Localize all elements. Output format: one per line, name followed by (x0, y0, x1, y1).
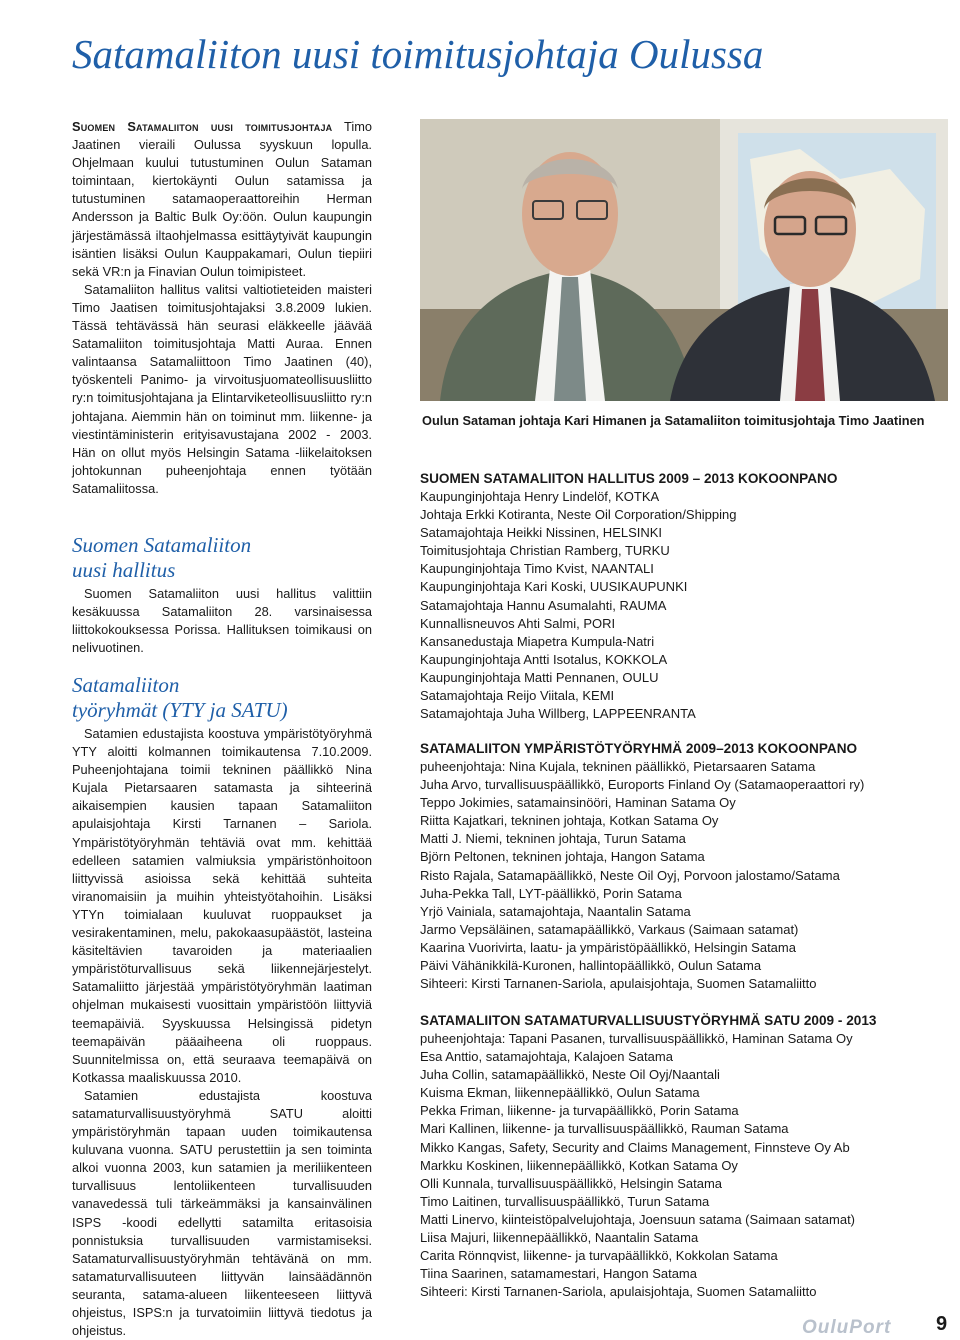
intro-lead: Suomen Satamaliiton uusi toimitusjohtaja (72, 119, 333, 134)
list-item: Mari Kallinen, liikenne- ja turvallisuuspäällikkö, Rauman Satama (420, 1121, 789, 1137)
list-item: Päivi Vähänikkilä-Kuronen, hallintopäällikkö, Oulun Satama (420, 958, 762, 974)
intro-paragraph-2: Satamaliiton hallitus valitsi valtiotieteiden maisteri Timo Jaatisen toimitusjohtajaksi 3.8.2009 lukien. Tässä tehtävässä hän seurasi eläkkeelle jäävää Satamaliiton toimitusjohtaja Matti Auraa. Ennen valintaansa Satamaliittoon Timo Jaatinen (40), työskenteli Panimo- ja virvoitusjuomateollisuusliitto ry:n toimitusjohtajana ja Elintarviketeollisuusliitto ry:n johtajana. Aiemmin hän on toiminut mm. liikenne- ja viestintäministerin erityisavustajana 2002 - 2003. Hän on ollut myös Helsingin Satama -liikelaitoksen johtokunnan puheenjohtaja ennen työtään Satamaliitossa. (72, 281, 372, 496)
list-item: Juha-Pekka Tall, LYT-päällikkö, Porin Satama (420, 885, 682, 901)
list-item: Tiina Saarinen, satamamestari, Hangon Satama (420, 1266, 697, 1282)
list-item: Björn Peltonen, tekninen johtaja, Hangon Satama (420, 849, 705, 865)
section-hallitus (72, 533, 372, 657)
list-item: Kaupunginjohtaja Timo Kvist, NAANTALI (420, 561, 654, 577)
satu-list (420, 1012, 960, 1301)
ouluport-logo: OuluPort (802, 1317, 892, 1338)
satu-members (420, 1030, 960, 1301)
list-item: Olli Kunnala, turvallisuuspäällikkö, Helsingin Satama (420, 1175, 723, 1191)
list-item: Kaarina Vuorivirta, laatu- ja ympäristöpäällikkö, Helsingin Satama (420, 939, 796, 955)
list-item: Kaupunginjohtaja Antti Isotalus, KOKKOLA (420, 651, 668, 667)
list-item: Satamajohtaja Juha Willberg, LAPPEENRANTA (420, 706, 696, 722)
list-item: Kaupunginjohtaja Matti Pennanen, OULU (420, 669, 659, 685)
list-item: Liisa Majuri, liikennepäällikkö, Naantalin Satama (420, 1230, 699, 1246)
intro-text-1: Timo Jaatinen vieraili Oulussa syyskuun lopulla. Ohjelmaan kuului tutustuminen Oulun Sataman toimintaan, kiertokäynti Oulun satamissa ja tutustuminen satamaoperaattoreihin Herman Andersson ja Baltic Bulk Oy:öön. Oulun kaupungin järjestämässä iltaohjelmassa esittäytyivät kaupungin isäntien lisäksi Oulun Kauppakamari, Oulun tiepiiri sekä VR:n ja Finavian Oulun toimipisteet. (72, 119, 373, 279)
yty-members (420, 758, 960, 993)
section-tyoryhmat-heading-line1: Satamaliiton (72, 673, 180, 697)
list-item: Markku Koskinen, liikennepäällikkö, Kotkan Satama Oy (420, 1157, 738, 1173)
list-item: Kuisma Ekman, liikennepäällikkö, Oulun Satama (420, 1085, 700, 1101)
section-hallitus-heading-line1: Suomen Satamaliiton (72, 533, 252, 557)
list-item: Kaupunginjohtaja Henry Lindelöf, KOTKA (420, 489, 660, 504)
yty-list (420, 740, 960, 993)
list-item: Esa Anttio, satamajohtaja, Kalajoen Satama (420, 1049, 673, 1065)
list-item: Carita Rönnqvist, liikenne- ja turvapäällikkö, Kokkolan Satama (420, 1248, 778, 1264)
portrait-photo (420, 119, 948, 401)
yty-list-heading: SATAMALIITON YMPÄRISTÖTYÖRYHMÄ 2009–2013 KOKOONPANO (420, 741, 858, 756)
list-item: Pekka Friman, liikenne- ja turvapäällikkö, Porin Satama (420, 1103, 739, 1119)
list-item: Teppo Jokimies, satamainsinööri, Haminan Satama Oy (420, 795, 736, 811)
list-item: Matti Linervo, kiinteistöpalvelujohtaja, Joensuun satama (Saimaan satamat) (420, 1211, 856, 1227)
list-item: Matti J. Niemi, tekninen johtaja, Turun Satama (420, 831, 686, 847)
section-tyoryhmat-paragraph-1: Satamien edustajista koostuva ympäristötyöryhmä YTY aloitti kolmannen toimikautensa 7.10.2009. Puheenjohtajana toimii tekninen päällikkö Nina Kujala Pietarsaaren satamasta ja sihteerinä aikaisempien kausien tapaan Satamaliiton apulaisjohtaja Kirsti Tarnanen – Sariola. Ympäristötyöryhmän tehtäviä ovat mm. kehittää edelleen satamien valmiuksia ympäristönhoitoon liittyvissä asioissa sekä kehittää suhteita viranomaisiin ja muihin yhteistyötahoihin. Lisäksi YTYn toimialaan kuuluvat ruoppaukset ja vesirakentaminen, melu, pakokaasupäästöt, lasteina käsiteltävien tavaroiden ja materiaalien ympäristöturvallisuus sekä liikennejärjestelyt. Satamaliitto järjestää ympäristötyöryhmän laatiman ohjelman mukaisesti vuosittain ympäristöön liittyviä teemapäiviä. Syyskuussa Helsingissä pidetyn teemapäivän pääaiheena oli ruoppaus. Suunnitelmissa on, että seuraava teemapäivä on Kotkassa maaliskuussa 2010. (72, 726, 372, 1085)
section-hallitus-heading (72, 533, 372, 583)
list-item: Yrjö Vainiala, satamajohtaja, Naantalin Satama (420, 903, 691, 919)
section-hallitus-heading-line2: uusi hallitus (72, 558, 176, 582)
section-tyoryhmat-paragraph-2: Satamien edustajista koostuva satamaturvallisuustyöryhmä SATU aloitti ympäristöryhmän tapaan uuden toimikautensa kuluvana vuonna. SATU perustettiin ja sen toiminta alkoi vuonna 2003, kun satamien ja meriliikenteen turvallisuus lentoliikenteen turvallisuuden vanavedessä tuli tärkeämmäksi ja kansainvälinen ISPS -koodi edellytti satamilta eritasoisia ponnistuksia turvallisuuden varmistamiseksi. Satamaturvallisuustyöryhmän tehtävänä on mm. satamaturvallisuuteen liittyvän lainsäädännön seuranta, satama-alueen liikenteeseen liittyvä ohjeistus, ISPS:n ja turvatoimiin liittyvä tiedotus ja ohjeistus. (72, 1087, 372, 1339)
page-number: 9 (936, 1313, 948, 1335)
list-item: Sihteeri: Kirsti Tarnanen-Sariola, apulaisjohtaja, Suomen Satamaliitto (420, 1284, 817, 1300)
section-tyoryhmat-heading-line2: työryhmät (YTY ja SATU) (72, 698, 288, 722)
list-item: Risto Rajala, Satamapäällikkö, Neste Oil Oyj, Porvoon jalostamo/Satama (420, 867, 840, 883)
hallitus-list (420, 470, 960, 723)
intro-paragraph-1 (72, 118, 372, 281)
list-item: Jarmo Vepsäläinen, satamapäällikkö, Varkaus (Saimaan satamat) (420, 921, 799, 937)
page-title: Satamaliiton uusi toimitusjohtaja Oulussa (72, 31, 764, 77)
hallitus-list-heading: SUOMEN SATAMALIITON HALLITUS 2009 – 2013 KOKOONPANO (420, 471, 838, 486)
section-tyoryhmat-heading (72, 673, 372, 723)
list-item: Kunnallisneuvos Ahti Salmi, PORI (420, 615, 616, 631)
portrait-photo-illustration (420, 119, 948, 401)
photo-caption: Oulun Sataman johtaja Kari Himanen ja Satamaliiton toimitusjohtaja Timo Jaatinen (422, 413, 925, 428)
section-hallitus-text: Suomen Satamaliiton uusi hallitus valittiin kesäkuussa Satamaliiton 28. varsinaisessa liittokokouksessa Porissa. Hallituksen toimikausi on nelivuotinen. (72, 586, 372, 656)
list-item: puheenjohtaja: Nina Kujala, tekninen päällikkö, Pietarsaaren Satama (420, 759, 816, 774)
list-item: Riitta Kajatkari, tekninen johtaja, Kotkan Satama Oy (420, 813, 719, 829)
list-item: Timo Laitinen, turvallisuuspäällikkö, Turun Satama (420, 1193, 710, 1209)
list-item: Mikko Kangas, Safety, Security and Claims Management, Finnsteve Oy Ab (420, 1139, 850, 1155)
list-item: puheenjohtaja: Tapani Pasanen, turvallisuuspäällikkö, Haminan Satama Oy (420, 1031, 853, 1046)
list-item: Satamajohtaja Hannu Asumalahti, RAUMA (420, 597, 667, 613)
list-item: Satamajohtaja Heikki Nissinen, HELSINKI (420, 525, 663, 541)
list-item: Toimitusjohtaja Christian Ramberg, TURKU (420, 543, 670, 559)
section-tyoryhmat (72, 673, 372, 1340)
list-item: Juha Arvo, turvallisuuspäällikkö, Euroports Finland Oy (Satamaoperaattori ry) (420, 777, 865, 793)
list-item: Juha Collin, satamapäällikkö, Neste Oil Oyj/Naantali (420, 1067, 720, 1083)
intro-article (72, 118, 372, 498)
list-item: Johtaja Erkki Kotiranta, Neste Oil Corporation/Shipping (420, 507, 737, 523)
list-item: Kansanedustaja Miapetra Kumpula-Natri (420, 633, 655, 649)
list-item: Sihteeri: Kirsti Tarnanen-Sariola, apulaisjohtaja, Suomen Satamaliitto (420, 976, 817, 992)
list-item: Satamajohtaja Reijo Viitala, KEMI (420, 688, 615, 704)
satu-list-heading: SATAMALIITON SATAMATURVALLISUUSTYÖRYHMÄ SATU 2009 - 2013 (420, 1013, 877, 1028)
list-item: Kaupunginjohtaja Kari Koski, UUSIKAUPUNKI (420, 579, 688, 595)
hallitus-members (420, 488, 960, 723)
